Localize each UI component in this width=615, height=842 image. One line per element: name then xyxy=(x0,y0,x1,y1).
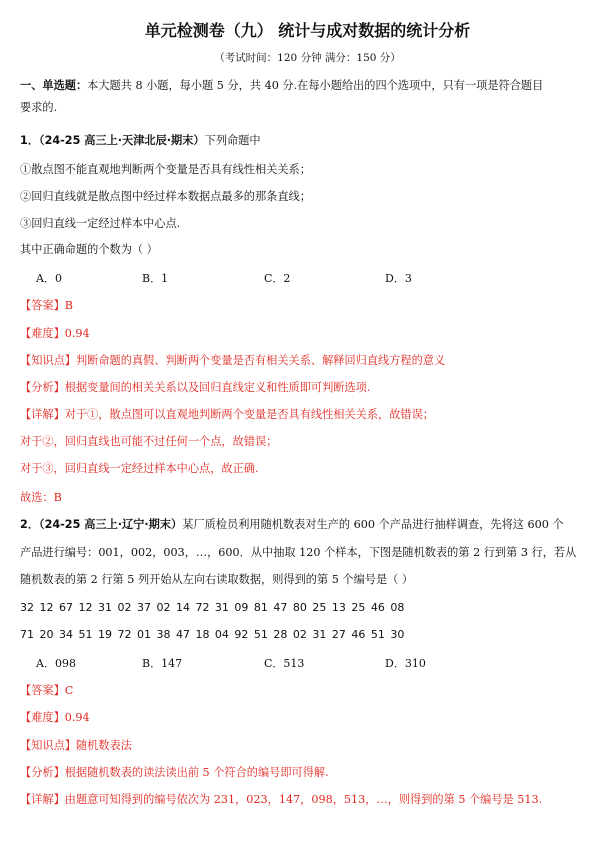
random-number-row: 71 20 34 51 19 72 01 38 47 18 04 92 51 28 02 31 27 46 51 30 xyxy=(20,628,405,641)
q1-analysis: 【分析】根据变量间的相关关系以及回归直线定义和性质即可判断选项. xyxy=(20,381,371,394)
q1-answer: 【答案】B xyxy=(20,299,73,312)
section-instruction-cont: 要求的. xyxy=(20,101,58,114)
q1-source: （24-25 高三上·天津北辰·期末） xyxy=(38,134,205,147)
q2-detail: 【详解】由题意可知得到的编号依次为 231，023，147，098，513，…，则得到的第 5 个编号是 513. xyxy=(20,793,543,806)
q2-stem xyxy=(20,517,595,533)
q1-stem xyxy=(20,133,595,149)
q2-knowledge: 【知识点】随机数表法 xyxy=(20,739,132,752)
q1-stem-text: 下列命题中 xyxy=(204,134,261,147)
q2-option-c: C．513 xyxy=(264,657,305,670)
q2-difficulty: 【难度】0.94 xyxy=(20,711,90,724)
q2-stem-cont: 随机数表的第 2 行第 5 列开始从左向右读取数据，则得到的第 5 个编号是（ ） xyxy=(20,573,414,586)
random-number-row: 32 12 67 12 31 02 37 02 14 72 31 09 81 47 80 25 13 25 46 08 xyxy=(20,601,405,614)
q1-statement: ①散点图不能直观地判断两个变量是否具有线性相关关系； xyxy=(20,163,311,176)
q1-option-c: C．2 xyxy=(264,272,291,285)
q2-option-d: D．310 xyxy=(385,657,426,670)
q2-stem-cont: 产品进行编号：001，002，003，…，600．从中抽取 120 个样本，下图是随机数表的第 2 行到第 3 行，若从 xyxy=(20,546,577,559)
q1-question: 其中正确命题的个数为（ ） xyxy=(20,243,158,256)
q1-knowledge: 【知识点】判断命题的真假、判断两个变量是否有相关关系、解释回归直线方程的意义 xyxy=(20,354,446,367)
q2-analysis: 【分析】根据随机数表的读法读出前 5 个符合的编号即可得解. xyxy=(20,766,329,779)
section-instruction-text: 本大题共 8 小题，每小题 5 分，共 40 分.在每小题给出的四个选项中，只有一项是符合题目 xyxy=(87,79,544,92)
q1-detail: 对于②，回归直线也可能不过任何一个点，故错误； xyxy=(20,435,278,448)
q1-conclusion: 故选：B xyxy=(20,491,62,504)
q1-option-a: A．0 xyxy=(36,272,62,285)
q2-option-a: A．098 xyxy=(36,657,76,670)
q2-option-b: B．147 xyxy=(142,657,183,670)
q2-source: （24-25 高三上·辽宁·期末） xyxy=(38,518,183,531)
section-label: 一、单选题： xyxy=(20,79,88,92)
q1-number: 1． xyxy=(20,134,39,147)
q1-difficulty: 【难度】0.94 xyxy=(20,327,90,340)
q1-option-d: D．3 xyxy=(385,272,412,285)
q2-number: 2． xyxy=(20,518,39,531)
q1-option-b: B．1 xyxy=(142,272,169,285)
page-title: 单元检测卷（九） 统计与成对数据的统计分析 xyxy=(144,21,471,40)
q2-answer: 【答案】C xyxy=(20,684,74,697)
q2-stem-text: 某厂质检员利用随机数表对生产的 600 个产品进行抽样调查，先将这 600 个 xyxy=(182,518,564,531)
q1-statement: ③回归直线一定经过样本中心点. xyxy=(20,217,181,230)
q1-detail: 对于③，回归直线一定经过样本中心点，故正确. xyxy=(20,462,259,475)
q1-statement: ②回归直线就是散点图中经过样本数据点最多的那条直线； xyxy=(20,190,311,203)
exam-info: （考试时间：120 分钟 满分：150 分） xyxy=(214,52,401,64)
q1-detail: 【详解】对于①，散点图可以直观地判断两个变量是否具有线性相关关系，故错误； xyxy=(20,408,434,421)
section-instruction xyxy=(20,78,595,94)
